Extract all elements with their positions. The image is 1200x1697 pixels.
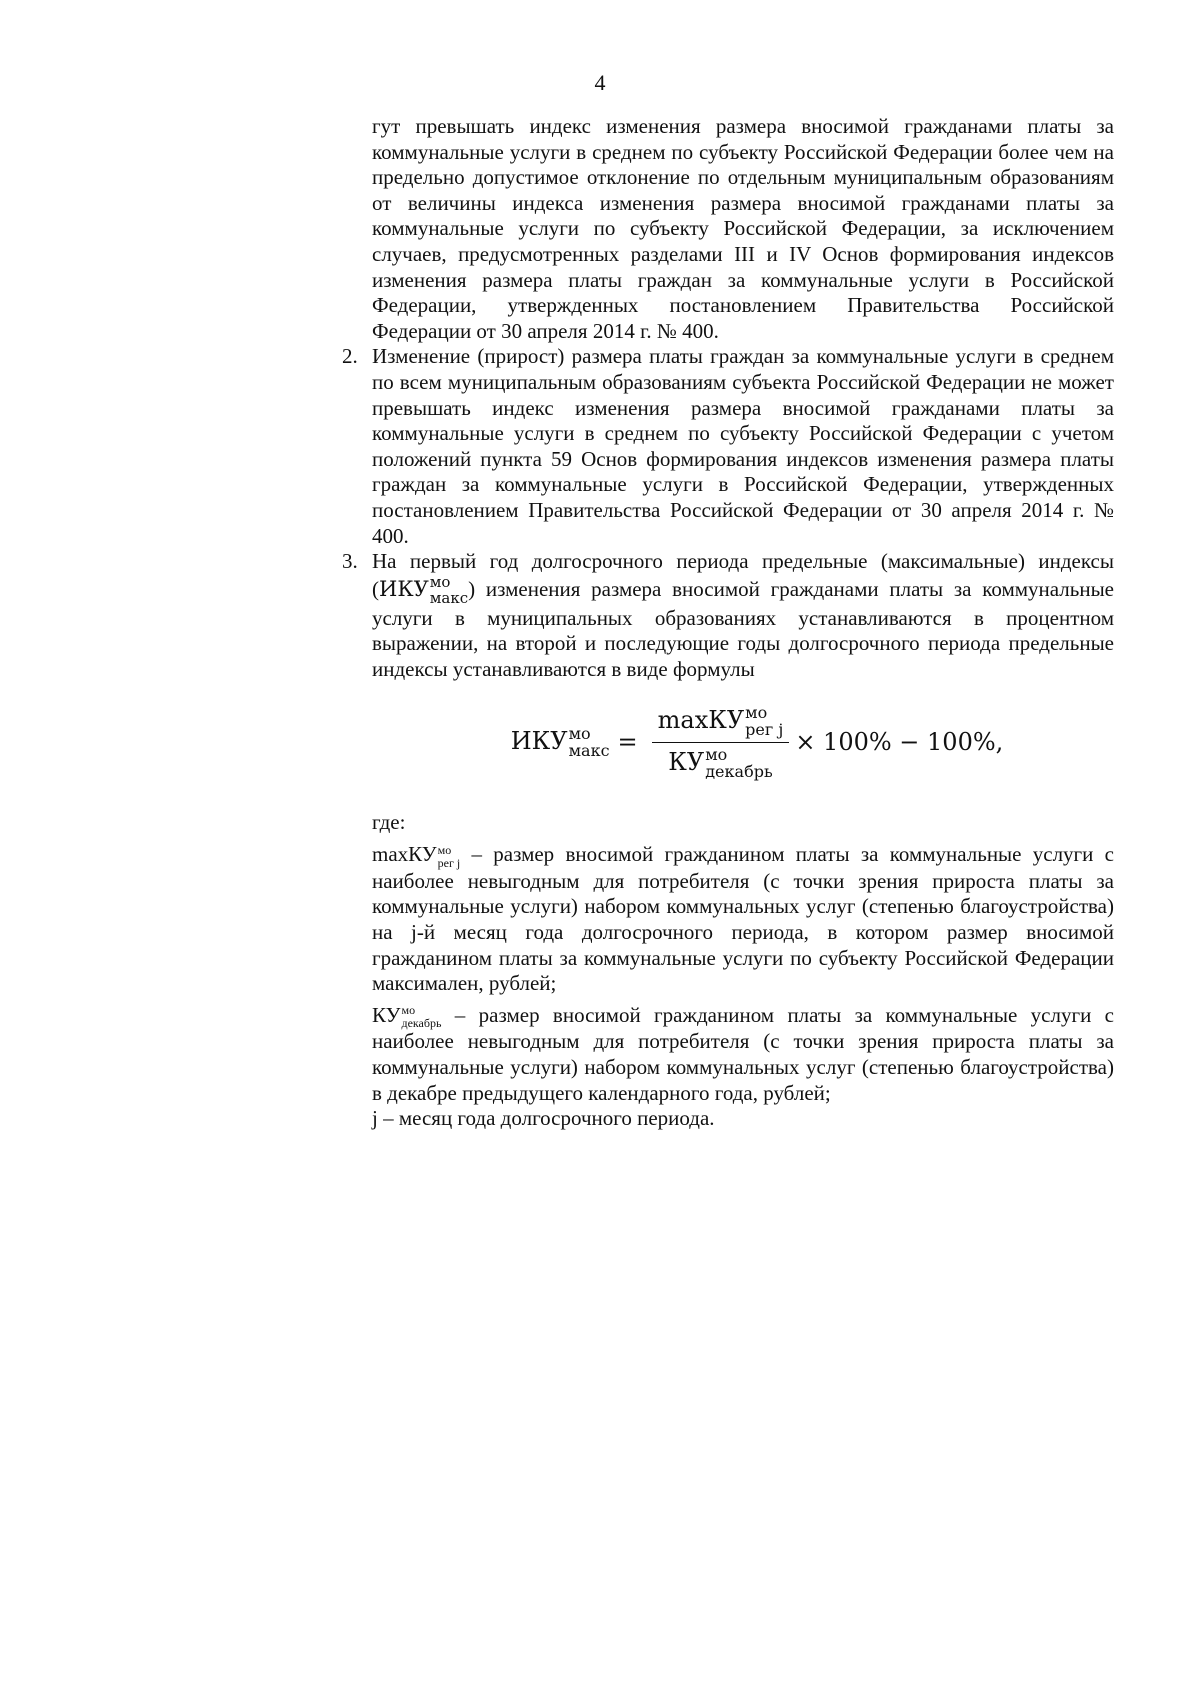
intro-paragraph: гут превышать индекс изменения размера вносимой гражданами платы за коммунальные услуги в среднем по субъекту Российской Федерации более чем на предельно допустимое отклонение по отдельным муниципальным образованиям от величины индекса изменения размера вносимой гражданами платы за коммунальные услуги по субъекту Российской Федерации, за исключением случаев, предусмотренных разделами III и IV Основ формирования индексов изменения размера платы граждан за коммунальные услуги в Российской Федерации, утвержденных постановлением Правительства Российской Федерации от 30 апреля 2014 г. № 400. xyxy=(372,114,1114,343)
where-label: где: xyxy=(372,810,406,835)
list-item-number: 3. xyxy=(342,549,358,574)
formula-lhs: ИКУ мо макс xyxy=(510,723,610,760)
display-formula xyxy=(372,688,1114,796)
equals-sign: = xyxy=(617,727,638,756)
formula-tail: × 100% − 100%, xyxy=(795,727,1004,756)
list-item-text-before: На первый год долгосрочного периода предельные (максимальные) индексы ( xyxy=(372,549,1114,601)
list-item-2 xyxy=(342,344,1114,549)
list-item-text-after: ) изменения размера вносимой гражданами платы за коммунальные услуги в муниципальных образованиях устанавливаются в процентном выражении, на второй и последующие годы долгосрочного периода предельные индексы устанавливаются в виде формулы xyxy=(372,576,1114,681)
variable-ku-dekabr: КУ мо декабрь xyxy=(372,1002,442,1031)
inline-formula-iku: ИКУ мо макс xyxy=(379,572,469,607)
definition-ku-dekabr: КУ мо декабрь – размер вносимой гражданином платы за коммунальные услуги с наиболее невыгодным для потребителя (с точки зрения прироста платы за коммунальные услуги) набором коммунальных услуг (степенью благоустройства) в декабре предыдущего календарного года, рублей; xyxy=(372,1002,1114,1105)
fraction-denominator: КУ мо декабрь xyxy=(668,744,773,781)
document-body xyxy=(342,114,1114,1132)
variable-max-ku: maxКУ мо рег j xyxy=(372,842,461,870)
formula-fraction xyxy=(652,702,790,781)
list-item-3 xyxy=(342,549,1114,682)
definition-max-ku: maxКУ мо рег j – размер вносимой гражданином платы за коммунальные услуги с наиболее невыгодным для потребителя (с точки зрения прироста платы за коммунальные услуги) набором коммунальных услуг (степенью благоустройства) на j-й месяц года долгосрочного периода, в котором размер вносимой гражданином платы за коммунальные услуги по субъекту Российской Федерации максимален, рублей; xyxy=(372,842,1114,996)
list-item-text: Изменение (прирост) размера платы граждан за коммунальные услуги в среднем по всем муниципальным образованиям субъекта Российской Федерации не может превышать индекс изменения размера вносимой гражданами платы за коммунальные услуги в среднем по субъекту Российской Федерации с учетом положений пункта 59 Основ формирования индексов изменения размера платы граждан за коммунальные услуги в Российской Федерации, утвержденных постановлением Правительства Российской Федерации от 30 апреля 2014 г. № 400. xyxy=(372,344,1114,548)
numbered-list xyxy=(342,344,1114,682)
page-number: 4 xyxy=(594,70,606,95)
fraction-numerator: maxКУ мо рег j xyxy=(652,705,790,743)
definition-j: j – месяц года долгосрочного периода. xyxy=(372,1106,715,1131)
list-item-number: 2. xyxy=(342,344,358,369)
